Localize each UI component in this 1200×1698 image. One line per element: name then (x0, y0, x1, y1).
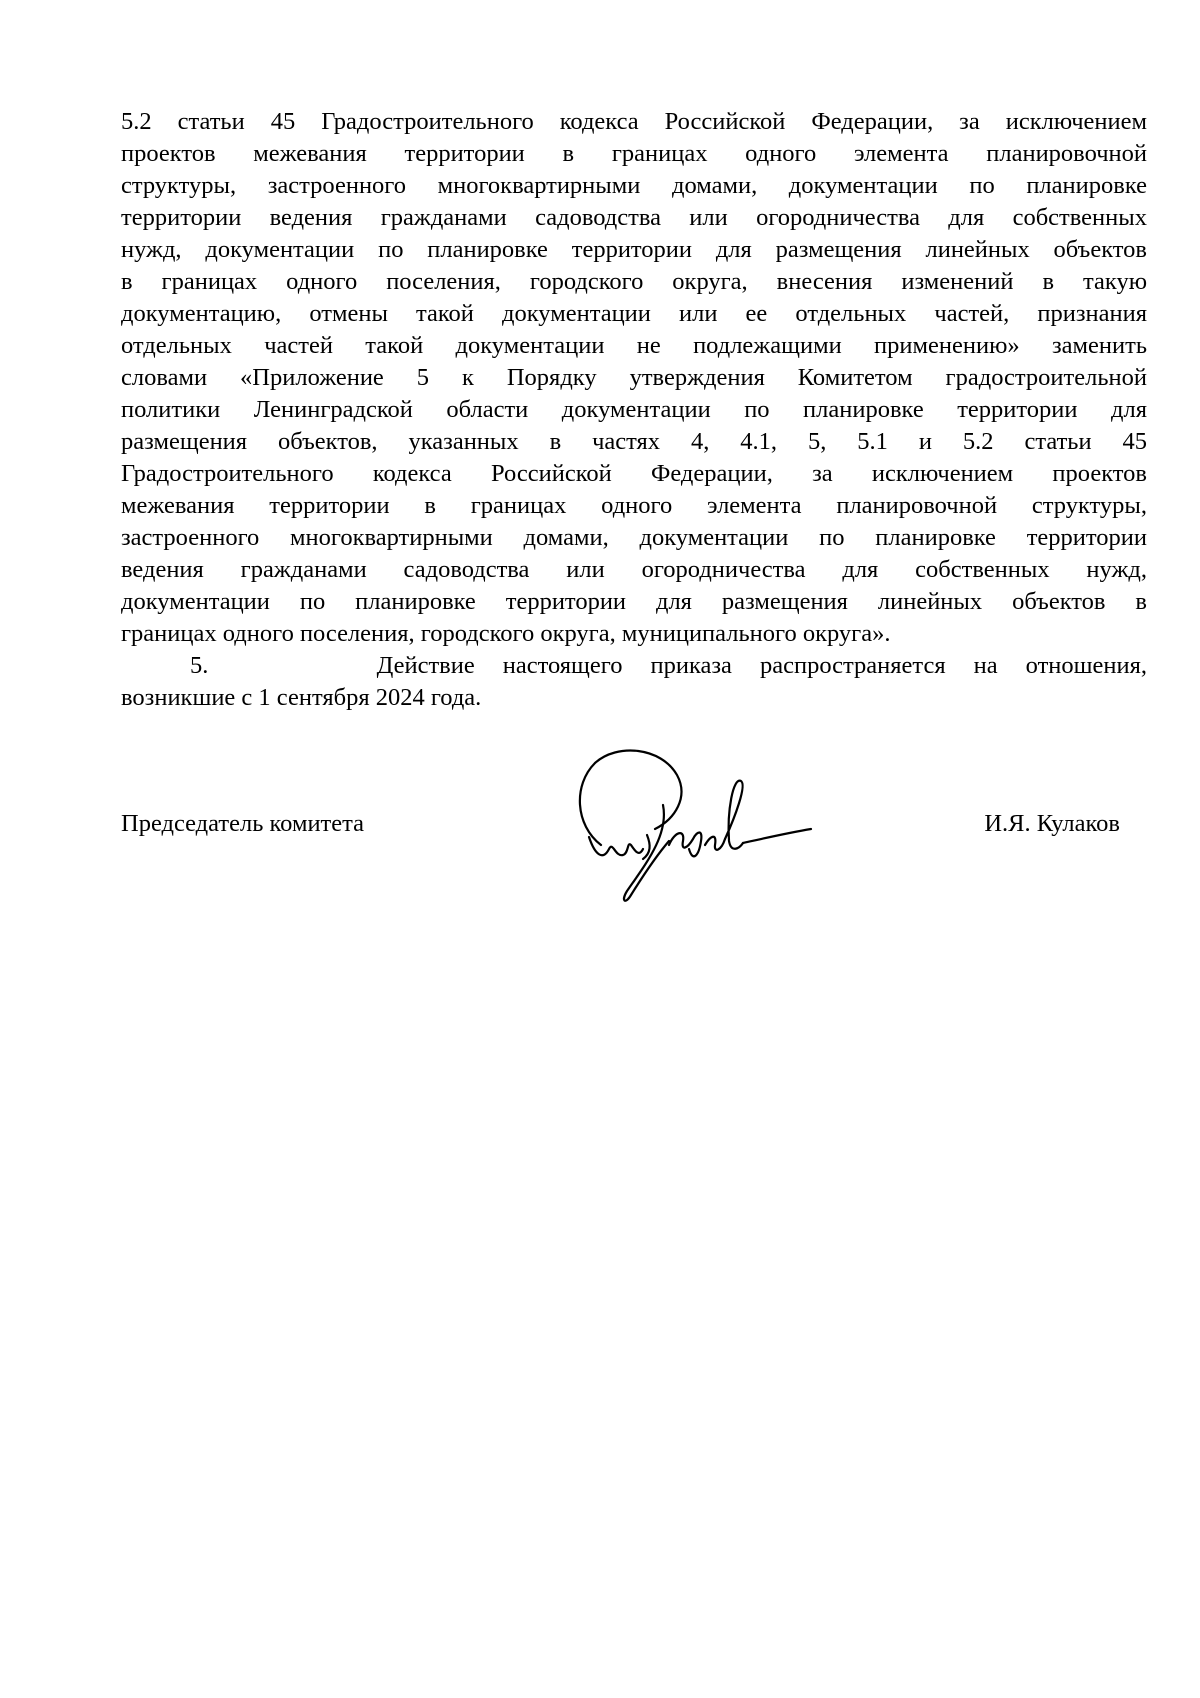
signatory-position: Председатель комитета (121, 810, 365, 837)
text-line: Градостроительного кодекса Российской Федерации, за исключением проектов (121, 460, 1147, 487)
document-body (121, 106, 1147, 714)
signatory-name: И.Я. Кулаков (984, 810, 1120, 837)
text-line: документации по планировке территории для размещения линейных объектов в (121, 588, 1147, 615)
text-line: нужд, документации по планировке территории для размещения линейных объектов (121, 236, 1147, 263)
text-line: размещения объектов, указанных в частях 4, 4.1, 5, 5.1 и 5.2 статьи 45 (121, 428, 1147, 455)
paragraph-5-line: 5. Действие настоящего приказа распространяется на отношения, (190, 652, 1147, 679)
text-line: словами «Приложение 5 к Порядку утверждения Комитетом градостроительной (121, 364, 1147, 391)
signature-block (121, 808, 1147, 848)
text-line: проектов межевания территории в границах одного элемента планировочной (121, 140, 1147, 167)
text-line: ведения гражданами садоводства или огородничества для собственных нужд, (121, 556, 1147, 583)
text-line: документацию, отмены такой документации или ее отдельных частей, признания (121, 300, 1147, 327)
paragraph-5-line: возникшие с 1 сентября 2024 года. (121, 684, 482, 711)
text-line: территории ведения гражданами садоводства или огородничества для собственных (121, 204, 1147, 231)
text-line: в границах одного поселения, городского округа, внесения изменений в такую (121, 268, 1147, 295)
text-line: политики Ленинградской области документации по планировке территории для (121, 396, 1147, 423)
text-line: отдельных частей такой документации не подлежащими применению» заменить (121, 332, 1147, 359)
text-line: 5.2 статьи 45 Градостроительного кодекса Российской Федерации, за исключением (121, 108, 1147, 135)
text-line: границах одного поселения, городского округа, муниципального округа». (121, 620, 891, 647)
text-line: застроенного многоквартирными домами, документации по планировке территории (121, 524, 1147, 551)
text-line: межевания территории в границах одного элемента планировочной структуры, (121, 492, 1147, 519)
text-line: структуры, застроенного многоквартирными домами, документации по планировке (121, 172, 1147, 199)
